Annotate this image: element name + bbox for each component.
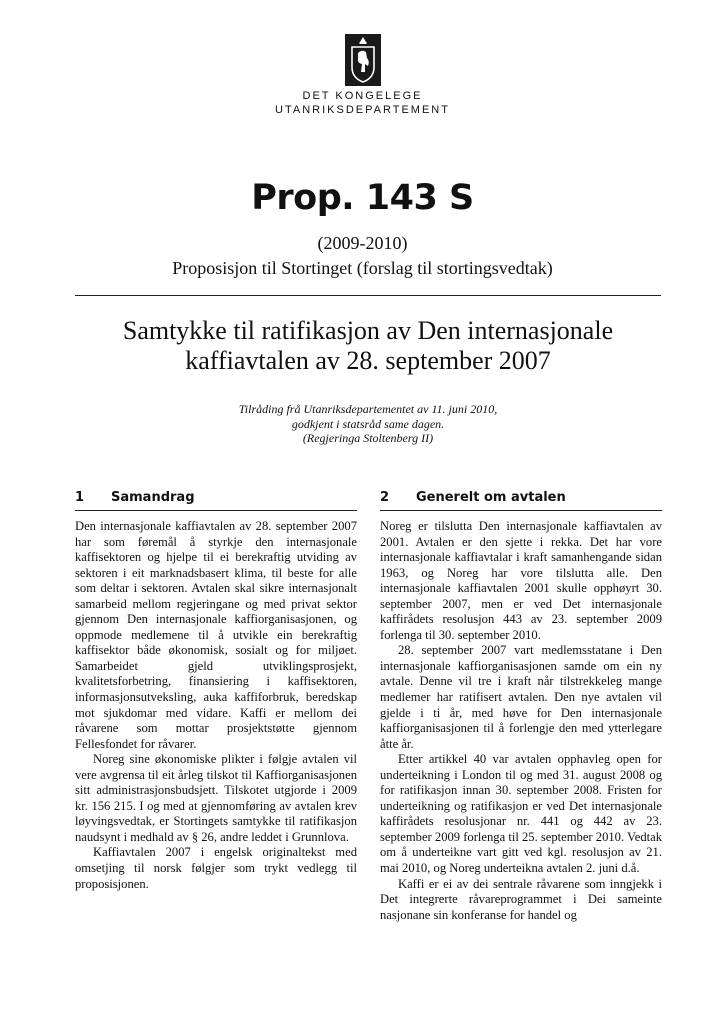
- paragraph: Den internasjonale kaffiavtalen av 28. september 2007 har som føremål å styrkje den internasjonale kaffisektoren og hjelpe til ei berekraftig utviding av sektoren i eit marknadsbasert klima, til beste for alle som deltar i sektoren. Avtalen skal sikre internasjonalt samarbeid mellom regjeringane og med privat sektor gjennom Den internasjonale kaffiorganisasjonen, og oppmode medlemene til å utvikle ein berekraftig kaffisektor både økonomisk, sosialt og for miljøet. Samarbeidet gjeld utviklingsprosjekt, kvalitetsforbetring, finansiering i kaffisektoren, informasjonsutveksling, auka kaffiforbruk, beredskap mot sjukdomar med vidare. Kaffi er mellom dei råvarene som mottar prosjektstøtte gjennom Fellesfondet for råvarer.: [75, 519, 357, 751]
- paragraph: Kaffi er ei av dei sentrale råvarene som inngjekk i Det integrerte råvareprogrammet i Dei sameinte nasjonane sin konferanse for handel og: [380, 876, 662, 922]
- header-divider: [75, 295, 661, 296]
- session-years: (2009-2010): [317, 233, 408, 253]
- recommendation-line: godkjent i statsråd same dagen.: [291, 416, 445, 431]
- recommendation-line: Tilråding frå Utanriksdepartementet av 11. juni 2010,: [238, 402, 498, 416]
- section-samandrag: [75, 490, 357, 892]
- document-title: Samtykke til ratifikasjon av Den internasjonale kaffiavtalen av 28. september 2007: [122, 316, 614, 375]
- paragraph: Kaffiavtalen 2007 i engelsk originaltekst med omsetjing til norsk følgjer som trykt vedlegg til proposisjonen.: [75, 845, 357, 891]
- organization-name-line2: UTANRIKSDEPARTEMENT: [275, 104, 450, 116]
- paragraph: 28. september 2007 vart medlemsstatane i Den internasjonale kaffiorganisasjonen samde om ein ny avtale. Denne vil tre i kraft når tilstrekkeleg mange medlemer har ratifisert avtalen. Den nye avtalen vil gjelde i ti år, med høve for Den internasjonale kaffiorganisasjonen til å forlengje den med ytterlegare åtte år.: [380, 643, 662, 751]
- section-heading: [75, 490, 357, 511]
- paragraph: Noreg sine økonomiske plikter i følgje avtalen vil vere avgrensa til eit årleg tilskot til Kaffiorganisasjonen sitt administrasjonsbudsjett. Tilskotet utgjorde i 2009 kr. 156 215. I og med at gjennomføring av avtalen krev løyvingsvedtak, er Stortingets samtykke til ratifikasjon naudsynt i medhald av § 26, andre leddet i Grunnlova.: [75, 752, 357, 844]
- proposition-number: Prop. 143 S: [251, 178, 474, 218]
- section-title: Generelt om avtalen: [416, 490, 566, 505]
- section-heading: [380, 490, 662, 511]
- section-title: Samandrag: [111, 490, 195, 505]
- recommendation-block: [75, 402, 661, 446]
- coat-of-arms-logo: [345, 34, 381, 86]
- section-number: 1: [75, 490, 85, 505]
- paragraph: Etter artikkel 40 var avtalen opphavleg open for underteikning i London til og med 31. august 2008 og for ratifikasjon innan 30. september 2008. Fristen for underteikning og ratifikasjon er ved Det internasjonale kaffirådets resolusjonar nr. 441 og 442 av 23. september 2009 forlenga til 25. september 2010. Vedtak om å underteikne vart gitt ved kgl. resolusjon av 21. mai 2010, og Noreg underteikna avtalen 2. juni d.å.: [380, 752, 663, 876]
- organization-name-line1: DET KONGELEGE: [302, 90, 423, 102]
- section-generelt-om-avtalen: [380, 490, 662, 923]
- proposition-subtitle: Proposisjon til Stortinget (forslag til stortingsvedtak): [172, 258, 553, 278]
- section-number: 2: [380, 490, 390, 505]
- recommendation-line: (Regjeringa Stoltenberg II): [302, 431, 434, 445]
- paragraph: Noreg er tilslutta Den internasjonale kaffiavtalen av 2001. Avtalen er den sjette i rekka. Det har vore internasjonale kaffiavtalar i kraft samanhengande sidan 1963, og Noreg har vore tilslutta alle. Den internasjonale kaffiavtalen 2001 skulle opphøyrt 30. september 2007, men er ved Det internasjonale kaffirådets resolusjon 443 av 23. september 2009 forlenga til 30. september 2010.: [380, 519, 662, 642]
